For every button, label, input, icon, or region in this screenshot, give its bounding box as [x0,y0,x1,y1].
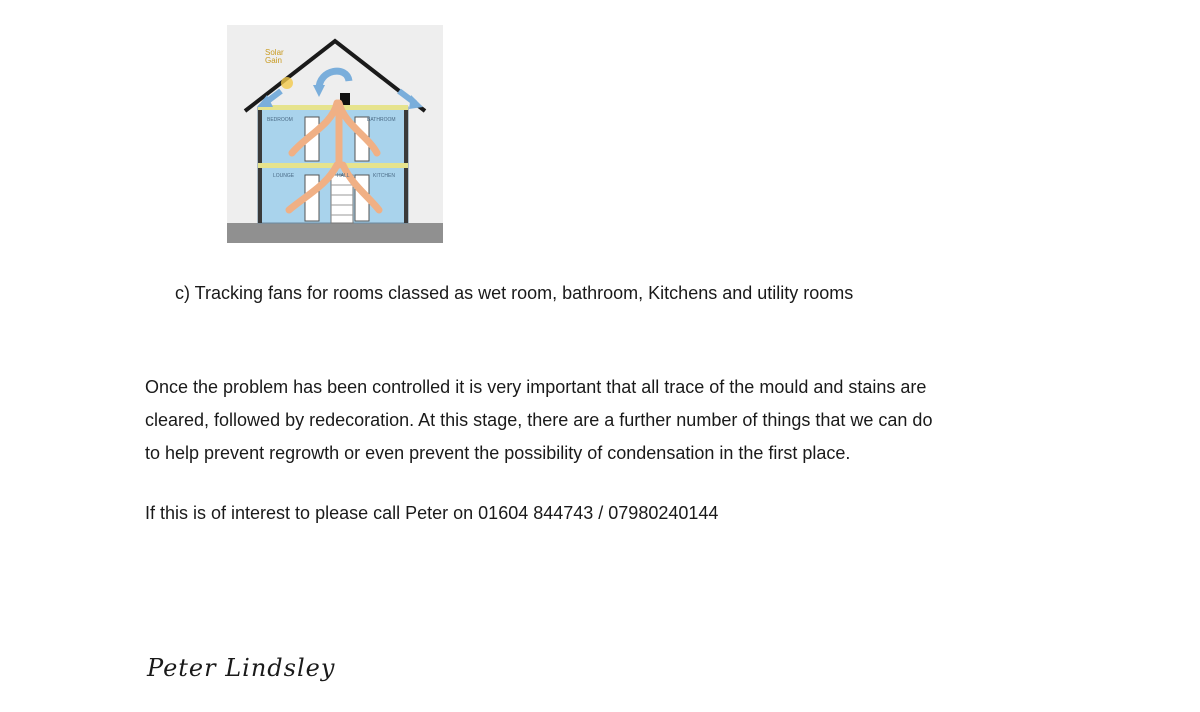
sun-icon [281,77,293,89]
house-ventilation-diagram [227,25,443,243]
room-label-kitchen: KITCHEN [373,173,395,179]
ground-shadow [227,223,443,243]
paragraph-line: cleared, followed by redecoration. At this stage, there are a further number of things that we can do [145,410,933,430]
room-label-bedroom: BEDROOM [267,117,293,123]
paragraph-line: to help prevent regrowth or even prevent the possibility of condensation in the first place. [145,443,851,463]
gain-label: Gain [265,56,282,65]
figure-caption: c) Tracking fans for rooms classed as wet room, bathroom, Kitchens and utility rooms [175,283,854,303]
signature: Peter Lindsley [147,654,336,682]
room-label-lounge: LOUNGE [273,173,295,179]
solar-label: Solar [265,48,284,57]
room-label-hall: HALL [337,173,350,179]
room-label-bathroom: BATHROOM [367,117,396,123]
contact-line: If this is of interest to please call Peter on 01604 844743 / 07980240144 [145,503,719,523]
body-paragraph [145,371,1075,470]
house-ventilation-illustration [227,25,443,243]
paragraph-line: Once the problem has been controlled it is very important that all trace of the mould and stains are [145,377,927,397]
